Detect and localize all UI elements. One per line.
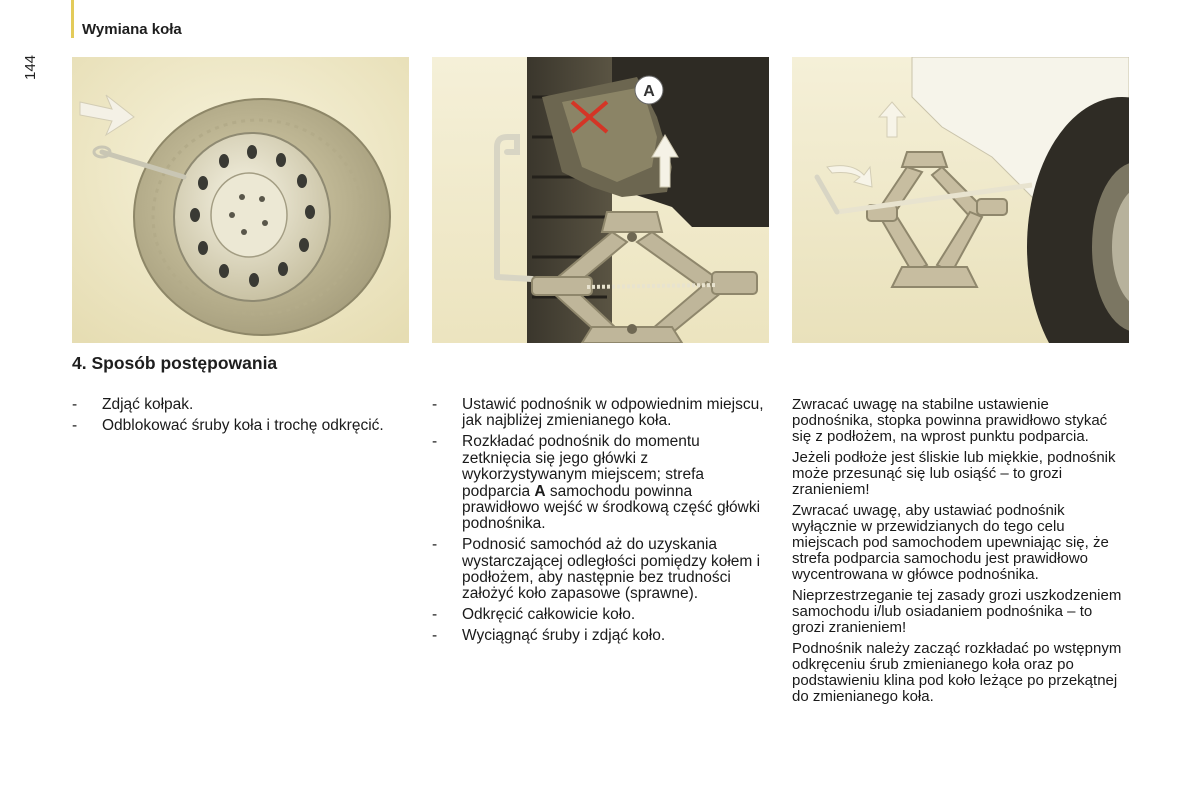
- list-dash: -: [72, 396, 78, 413]
- list-item-text: Ustawić podnośnik w odpowiednim miejscu, jak najbliżej zmienianego koła.: [462, 396, 764, 430]
- list-item-text: [462, 433, 760, 532]
- warning-paragraph: Jeżeli podłoże jest śliskie lub miękkie, podnośnik może przesunąć się lub osiąść – to grozi zranieniem!: [792, 449, 1116, 498]
- list-item: [432, 628, 772, 644]
- list-item-text-part: Rozkładać podnośnik do momentu zetknięcia się jego główki z wykorzystywanym miejscem; strefa podparcia: [462, 433, 705, 500]
- list-item-text: Zdjąć kołpak.: [102, 396, 194, 413]
- list-dash: -: [432, 627, 438, 645]
- zone-a-label: A: [534, 482, 546, 500]
- warning-paragraph: Zwracać uwagę, aby ustawiać podnośnik wyłącznie w przewidzianych do tego celu miejscach pod samochodem upewniając się, że strefa podparcia samochodu jest prawidłowo wycentrowana w główce podnośnika.: [792, 502, 1109, 583]
- list-dash: -: [432, 536, 438, 554]
- list-item-text: Odkręcić całkowicie koło.: [462, 606, 636, 624]
- list-item: [432, 607, 772, 623]
- spare-wheel-illustration: [72, 57, 409, 343]
- list-item-text-part: samochodu powinna prawidłowo wejść w środkową część główki podnośnika.: [462, 482, 761, 533]
- list-item: [432, 434, 772, 532]
- list-dash: -: [432, 396, 438, 413]
- header-accent-bar: [71, 0, 74, 38]
- list-item-text: Podnosić samochód aż do uzyskania wystarczającej odległości pomiędzy kołem i podłożem, aby następnie bez trudności założyć koło zapasowe (sprawne).: [462, 536, 761, 603]
- list-item-text: Wyciągnąć śruby i zdjąć koło.: [462, 627, 666, 645]
- warning-paragraph: Zwracać uwagę na stabilne ustawienie podnośnika, stopka powinna prawidłowo stykać się z podłożem, na wprost punktu podparcia.: [792, 396, 1108, 445]
- warning-paragraph: Podnośnik należy zacząć rozkładać po wstępnym odkręceniu śrub zmienianego koła oraz po podstawieniu klina pod koło leżące po przekątnej do zmienianego koła.: [792, 640, 1122, 705]
- jack-placement-illustration: [432, 57, 769, 343]
- list-item: [432, 537, 772, 603]
- list-dash: -: [72, 416, 78, 434]
- zone-a-callout: A: [643, 83, 655, 100]
- instruction-column-2: [432, 397, 772, 649]
- page-number: 144: [22, 54, 39, 80]
- list-item: [72, 397, 412, 413]
- warning-paragraph: Nieprzestrzeganie tej zasady grozi uszkodzeniem samochodu i/lub osiadaniem podnośnika – to grozi zranieniem!: [792, 587, 1122, 636]
- jack-raising-illustration: [792, 57, 1129, 343]
- section-heading: 4. Sposób postępowania: [72, 353, 278, 373]
- list-dash: -: [432, 433, 438, 451]
- list-dash: -: [432, 606, 438, 624]
- list-item-text: Odblokować śruby koła i trochę odkręcić.: [102, 416, 384, 434]
- list-item: [72, 418, 412, 434]
- instruction-column-1: [72, 397, 412, 439]
- page-header-title: Wymiana koła: [82, 21, 182, 38]
- list-item: [432, 397, 772, 430]
- warning-notes-column: [792, 397, 1127, 710]
